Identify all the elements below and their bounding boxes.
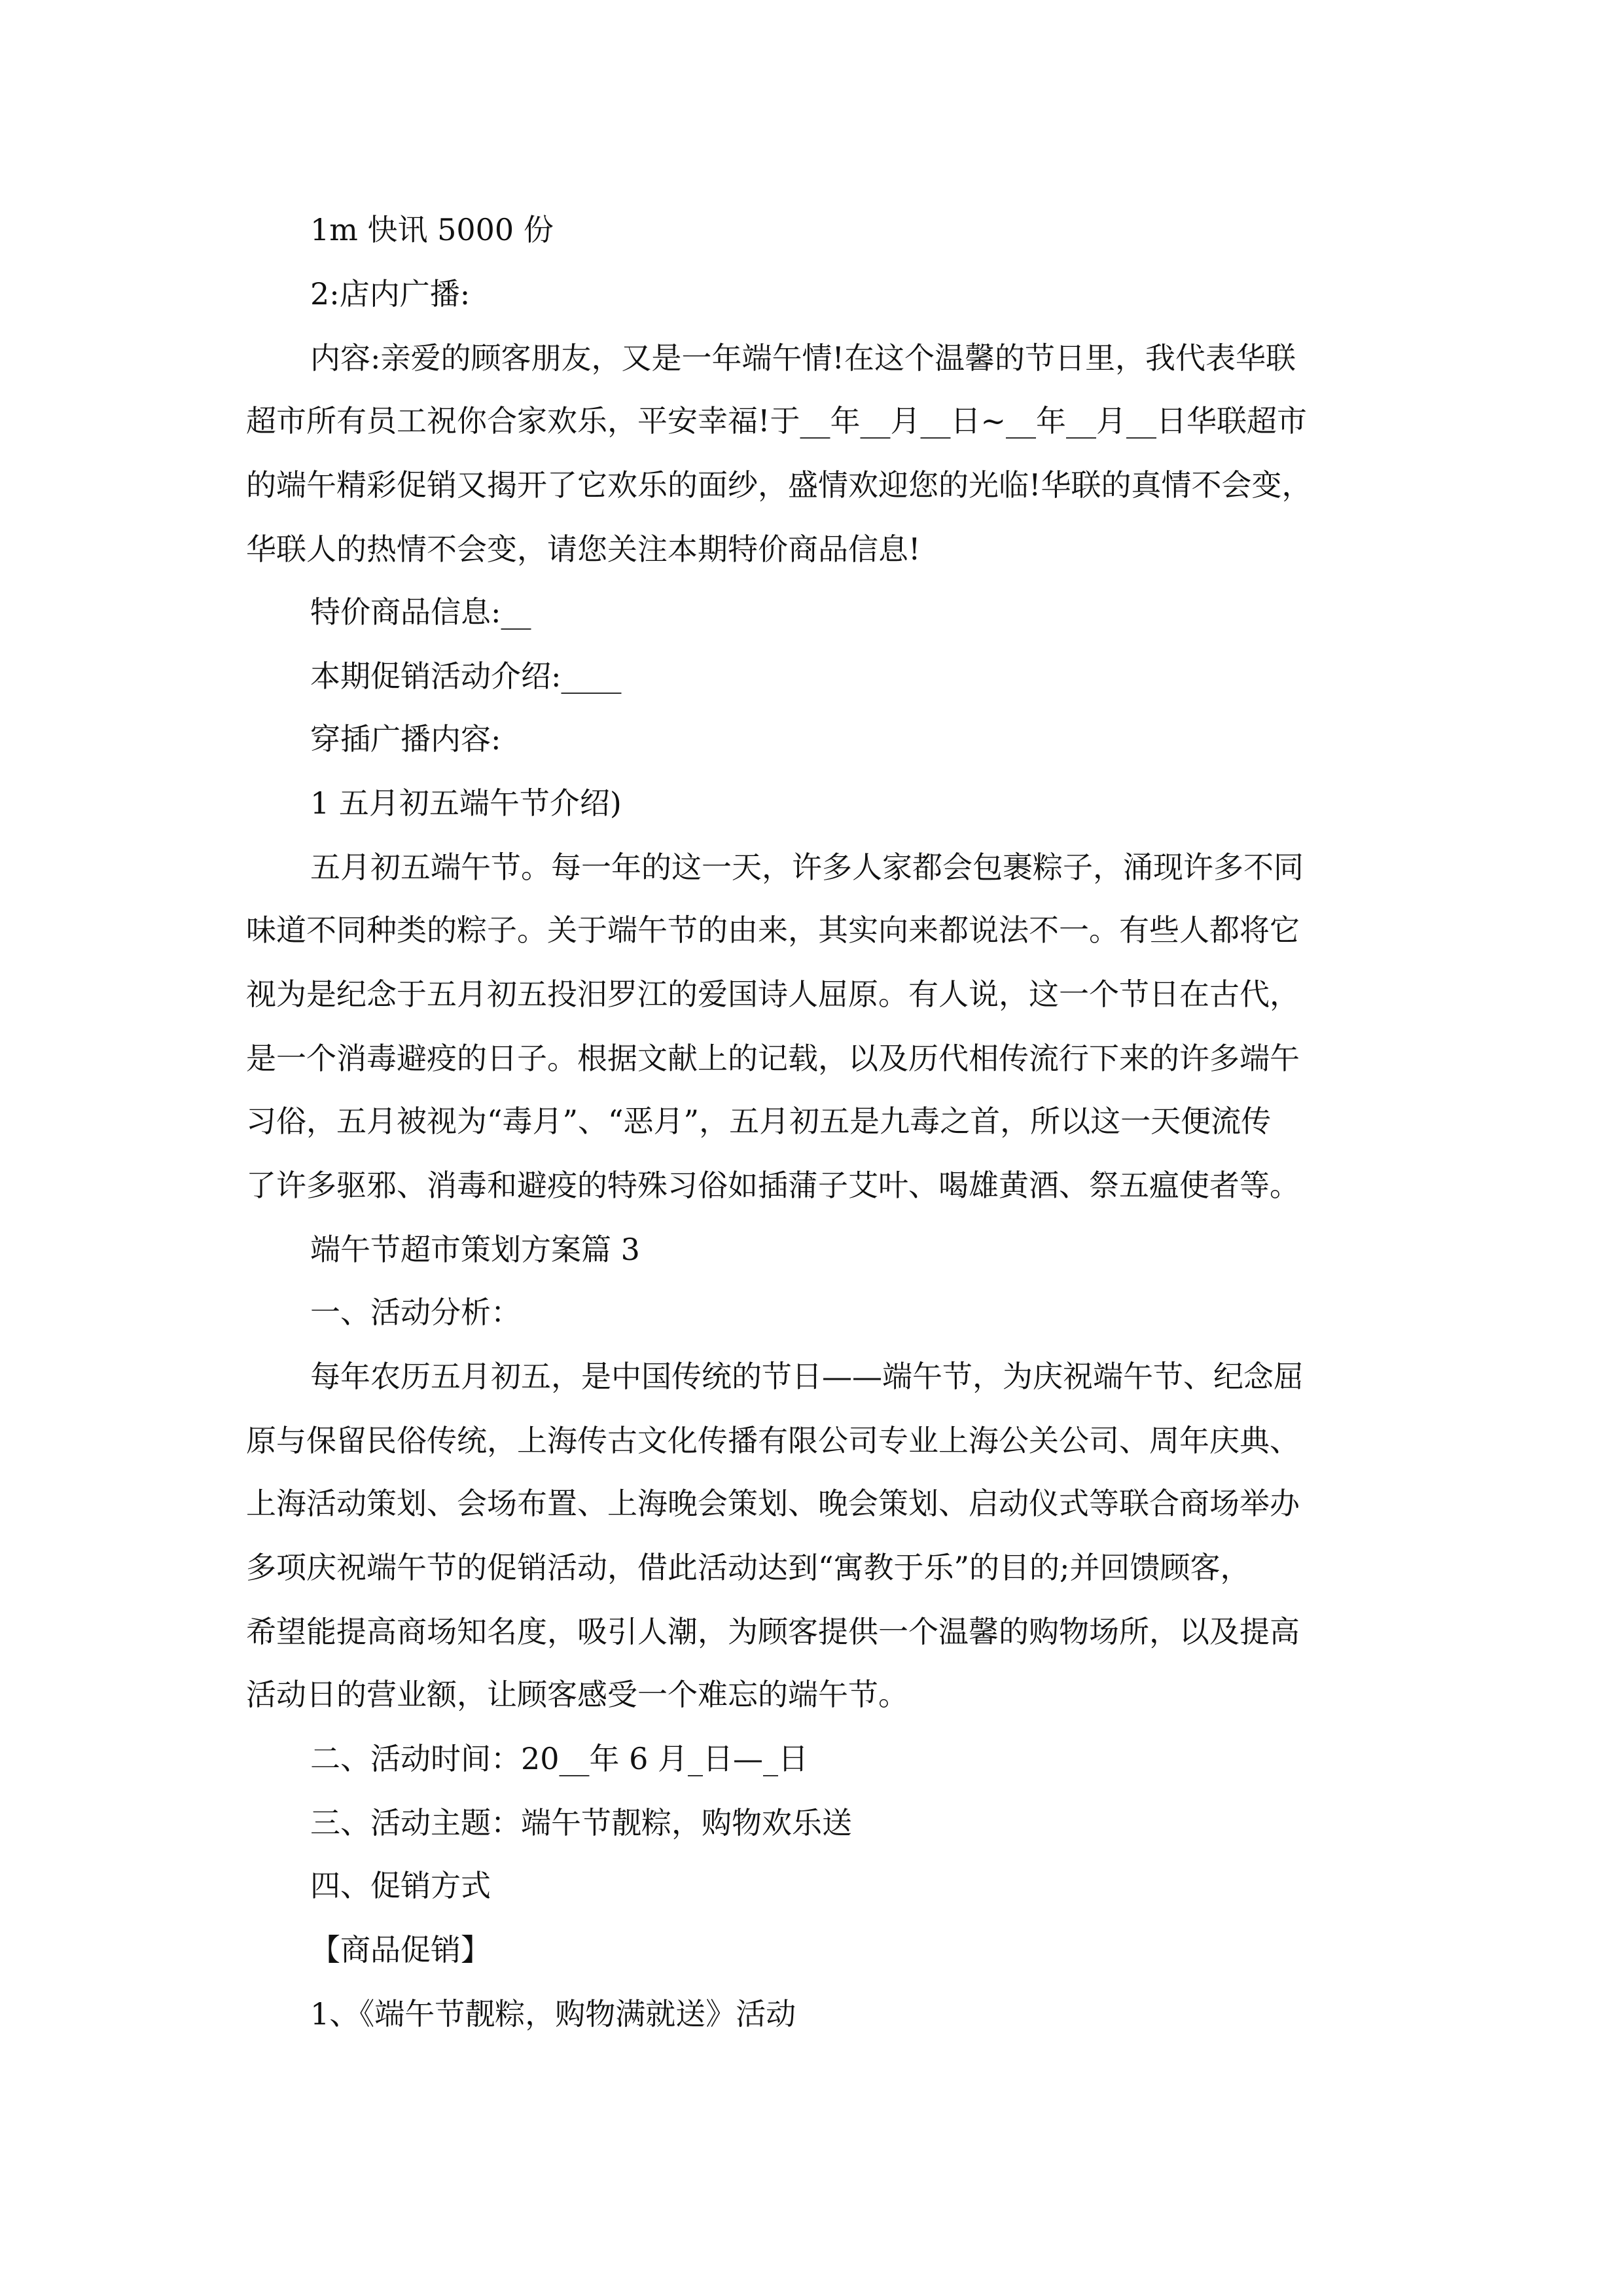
text-line: 超市所有员工祝你合家欢乐，平安幸福!于__年__月__日~__年__月__日华联超市 (246, 403, 1308, 439)
heading-activity-time: 二、活动时间：20__年 6 月_日—_日 (310, 1741, 809, 1776)
text-line-flyer-quantity: 1m 快讯 5000 份 (310, 212, 554, 247)
text-line-analysis-paragraph-start: 每年农历五月初五，是中国传统的节日——端午节，为庆祝端午节、纪念屈 (310, 1359, 1304, 1394)
text-line-festival-paragraph-start: 五月初五端午节。每一年的这一天，许多人家都会包裹粽子，涌现许多不同 (310, 850, 1304, 885)
text-line: 多项庆祝端午节的促销活动，借此活动达到“寓教于乐”的目的;并回馈顾客， (246, 1550, 1251, 1585)
text-line-festival-intro-heading: 1 五月初五端午节介绍) (310, 785, 622, 821)
text-line: 希望能提高商场知名度，吸引人潮，为顾客提供一个温馨的购物场所，以及提高 (246, 1614, 1300, 1649)
heading-activity-theme: 三、活动主题：端午节靓粽，购物欢乐送 (310, 1805, 852, 1840)
text-line-special-offers: 特价商品信息:__ (310, 594, 531, 630)
text-line: 习俗，五月被视为“毒月”、“恶月”，五月初五是九毒之首，所以这一天便流传 (246, 1103, 1272, 1139)
heading-product-promotion: 【商品促销】 (310, 1932, 491, 1967)
text-line: 华联人的热情不会变，请您关注本期特价商品信息! (246, 531, 921, 567)
text-line-promotion-intro: 本期促销活动介绍:____ (310, 658, 622, 694)
section-title: 端午节超市策划方案篇 3 (310, 1232, 640, 1267)
text-line: 视为是纪念于五月初五投汨罗江的爱国诗人屈原。有人说，这一个节日在古代， (246, 977, 1300, 1012)
text-line: 活动日的营业额，让顾客感受一个难忘的端午节。 (246, 1677, 908, 1712)
heading-promotion-methods: 四、促销方式 (310, 1868, 491, 1903)
text-line-content-start: 内容:亲爱的顾客朋友，又是一年端午情!在这个温馨的节日里，我代表华联 (310, 340, 1296, 376)
text-line-interlude-content: 穿插广播内容: (310, 721, 501, 757)
text-line: 的端午精彩促销又揭开了它欢乐的面纱，盛情欢迎您的光临!华联的真情不会变， (246, 467, 1312, 503)
text-line: 原与保留民俗传统，上海传古文化传播有限公司专业上海公关公司、周年庆典、 (246, 1423, 1300, 1458)
text-line: 味道不同种类的粽子。关于端午节的由来，其实向来都说法不一。有些人都将它 (246, 912, 1300, 948)
heading-activity-analysis: 一、活动分析： (310, 1295, 521, 1330)
text-line: 了许多驱邪、消毒和避疫的特殊习俗如插蒲子艾叶、喝雄黄酒、祭五瘟使者等。 (246, 1168, 1300, 1203)
text-line-activity-item: 1、《端午节靓粽，购物满就送》活动 (310, 1996, 796, 2032)
text-line: 上海活动策划、会场布置、上海晚会策划、晚会策划、启动仪式等联合商场举办 (246, 1486, 1300, 1521)
text-line: 是一个消毒避疫的日子。根据文献上的记载，以及历代相传流行下来的许多端午 (246, 1041, 1300, 1076)
text-line-in-store-broadcast: 2:店内广播: (310, 276, 471, 312)
